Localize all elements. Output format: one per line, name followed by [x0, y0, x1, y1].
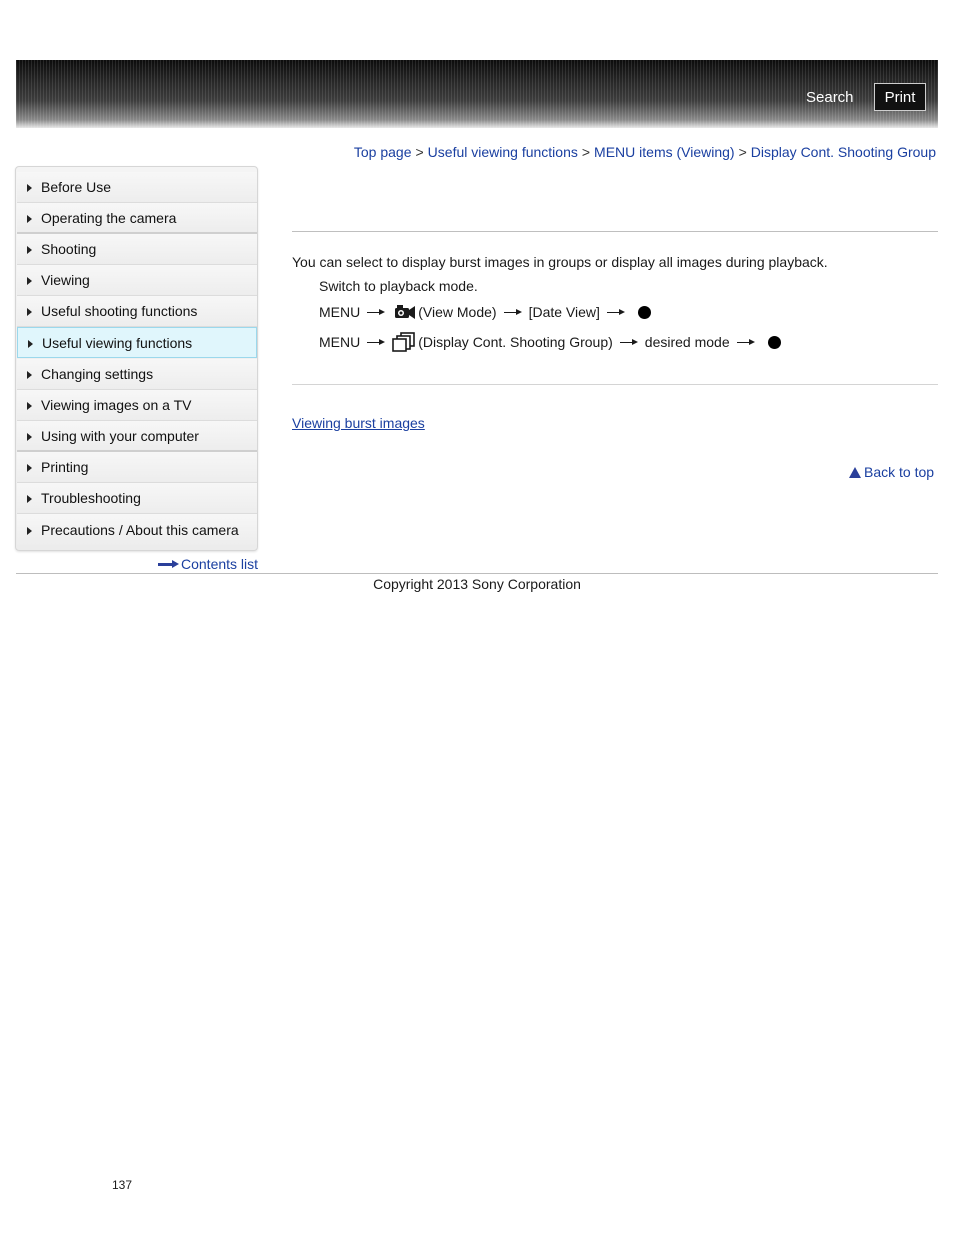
sidebar-item-useful-viewing-functions[interactable]	[17, 327, 257, 358]
sidebar-item-label: Troubleshooting	[41, 490, 141, 506]
sidebar-item-printing[interactable]	[17, 452, 257, 483]
center-button-icon	[768, 336, 781, 349]
sidebar-item-label: Using with your computer	[41, 427, 199, 444]
view-mode-icon	[392, 302, 416, 322]
continuous-shooting-group-icon	[392, 332, 416, 352]
breadcrumb-useful-viewing-functions[interactable]: Useful viewing functions	[427, 144, 578, 160]
breadcrumb-top-page[interactable]: Top page	[353, 144, 412, 160]
breadcrumb-menu-items-viewing[interactable]: MENU items (Viewing)	[594, 144, 735, 160]
sidebar-item-troubleshooting[interactable]	[17, 483, 257, 514]
sidebar-item-label: Printing	[41, 459, 89, 475]
arrow-right-icon	[367, 307, 385, 317]
caret-right-icon	[28, 340, 33, 348]
date-view-label: [Date View]	[528, 304, 600, 320]
caret-right-icon	[27, 402, 32, 410]
sidebar-item-label: Precautions / About this camera	[41, 521, 239, 538]
sidebar-item-changing-settings[interactable]	[17, 359, 257, 390]
section-divider	[292, 384, 938, 385]
caret-right-icon	[27, 527, 32, 535]
caret-right-icon	[27, 184, 32, 192]
copyright-text: Copyright 2013 Sony Corporation	[373, 576, 581, 592]
caret-right-icon	[27, 246, 32, 254]
sidebar-item-shooting[interactable]	[17, 234, 257, 265]
triangle-up-icon	[849, 467, 861, 478]
contents-list-label: Contents list	[181, 556, 259, 572]
arrow-right-icon	[607, 307, 625, 317]
back-to-top-label: Back to top	[864, 464, 935, 480]
sidebar-item-label: Viewing	[41, 272, 90, 288]
related-link-viewing-burst-images[interactable]: Viewing burst images	[292, 415, 425, 431]
header-bar	[16, 60, 938, 128]
caret-right-icon	[27, 277, 32, 285]
sidebar-item-label: Useful shooting functions	[41, 303, 198, 319]
view-mode-label: (View Mode)	[418, 304, 497, 320]
caret-right-icon	[27, 495, 32, 503]
sidebar-item-label: Viewing images on a TV	[41, 397, 192, 413]
caret-right-icon	[27, 433, 32, 441]
menu-label: MENU	[319, 304, 361, 320]
sidebar-item-before-use[interactable]	[17, 172, 257, 203]
breadcrumb-separator: >	[415, 144, 424, 160]
back-to-top-link[interactable]	[849, 464, 934, 480]
page-number: 137	[112, 1178, 133, 1192]
step-2	[319, 300, 651, 324]
sidebar-item-label: Changing settings	[41, 366, 154, 382]
sidebar-item-operating-the-camera[interactable]	[17, 203, 257, 234]
step-1-text: Switch to playback mode.	[319, 278, 478, 294]
sidebar-item-label: Before Use	[41, 179, 112, 195]
sidebar-item-precautions-about-this-camera[interactable]	[17, 514, 257, 545]
sidebar-item-viewing-images-on-a-tv[interactable]	[17, 390, 257, 421]
arrow-right-icon	[737, 337, 755, 347]
caret-right-icon	[27, 215, 32, 223]
caret-right-icon	[27, 371, 32, 379]
caret-right-icon	[27, 308, 32, 316]
arrow-right-icon	[367, 337, 385, 347]
footer-divider	[16, 573, 938, 574]
search-link[interactable]: Search	[806, 89, 854, 106]
contents-list-link[interactable]	[158, 556, 258, 572]
breadcrumb-display-cont-shooting-group[interactable]: Display Cont. Shooting Group	[750, 144, 936, 160]
sidebar-item-label: Useful viewing functions	[42, 334, 193, 351]
step-3	[319, 330, 781, 354]
desired-mode-label: desired mode	[644, 334, 730, 350]
print-button[interactable]: Print	[874, 83, 926, 111]
breadcrumb	[354, 144, 936, 160]
caret-right-icon	[27, 464, 32, 472]
sidebar-nav	[15, 166, 258, 551]
intro-text: You can select to display burst images in groups or display all images during playback.	[292, 254, 828, 270]
arrow-right-icon	[158, 559, 180, 569]
sidebar-item-using-with-your-computer[interactable]	[17, 421, 257, 452]
arrow-right-icon	[504, 307, 522, 317]
breadcrumb-separator: >	[581, 144, 591, 160]
sidebar-item-label: Operating the camera	[41, 209, 177, 226]
sidebar-item-label: Shooting	[41, 241, 97, 257]
display-group-label: (Display Cont. Shooting Group)	[418, 334, 613, 350]
menu-label: MENU	[319, 334, 361, 350]
title-divider	[292, 231, 938, 232]
sidebar-item-useful-shooting-functions[interactable]	[17, 296, 257, 327]
breadcrumb-separator: >	[738, 144, 747, 160]
sidebar-item-viewing[interactable]	[17, 265, 257, 296]
center-button-icon	[638, 306, 651, 319]
arrow-right-icon	[620, 337, 638, 347]
